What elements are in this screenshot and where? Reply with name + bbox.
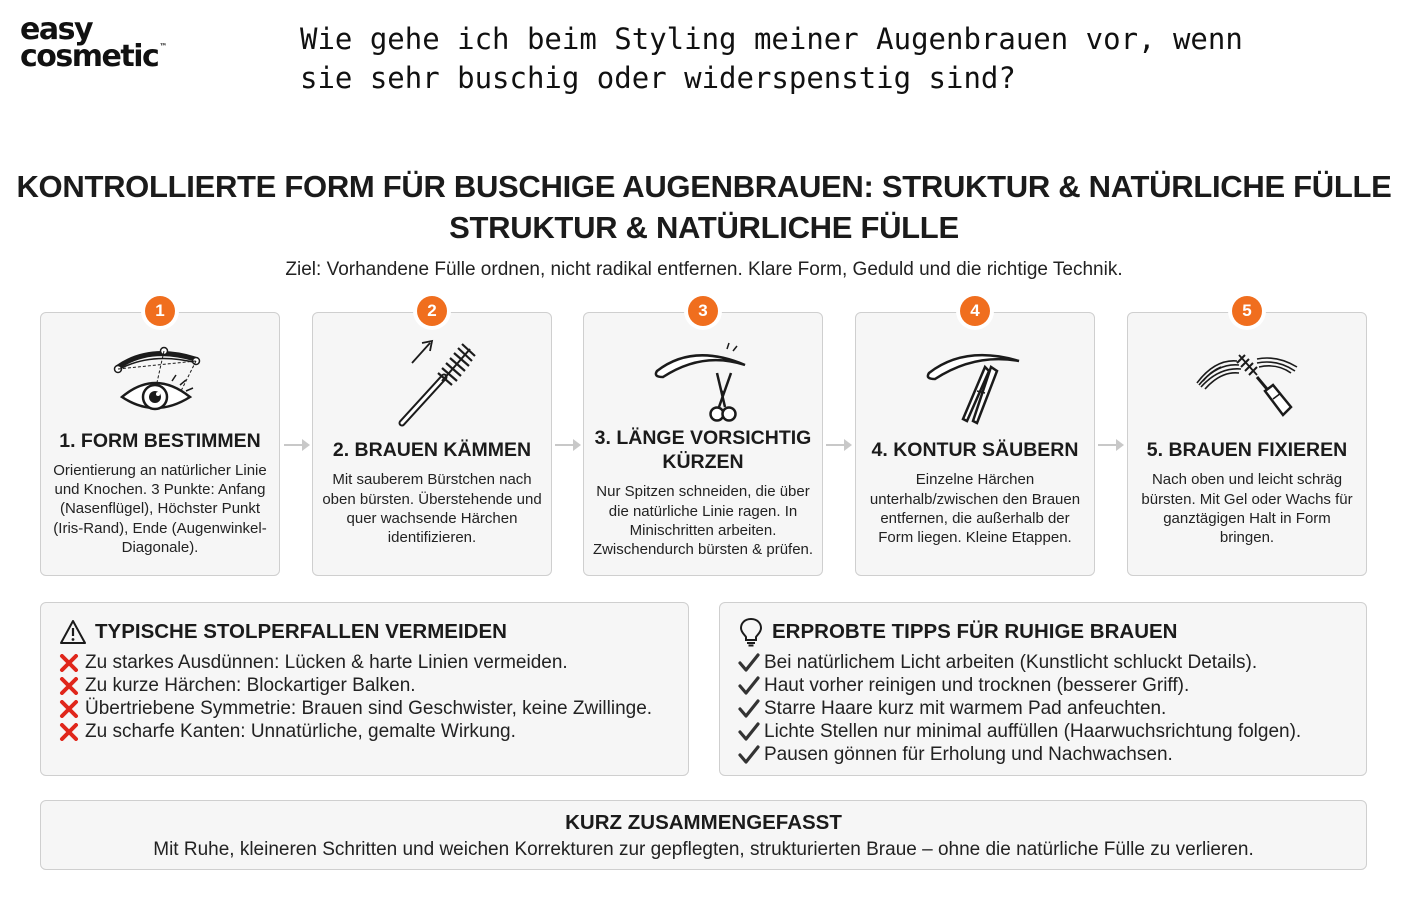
step-text: Nur Spitzen schneiden, die über die natürliche Linie ragen. In Minischritten arbeiten. Zwischendurch bürsten & prüfen. [592,483,814,559]
step-title: 5. BRAUEN FIXIEREN [1146,439,1348,462]
checkmark-icon [738,653,764,673]
step-body [49,423,271,563]
arrow-right-icon [1096,435,1126,455]
tweezers-icon [915,337,1035,427]
cross-icon [59,654,85,672]
step-body [1136,423,1358,563]
pitfalls-title: TYPISCHE STOLPERFALLEN VERMEIDEN [95,620,507,643]
tip-text: Haut vorher reinigen und trocknen (besserer Griff). [764,675,1190,696]
tip-text: Starre Haare kurz mit warmem Pad anfeuchten. [764,698,1167,719]
checkmark-icon [738,699,764,719]
step-number-badge: 5 [1232,296,1262,326]
pitfalls-list [59,651,670,743]
tip-text: Bei natürlichem Licht arbeiten (Kunstlicht schluckt Details). [764,652,1258,673]
brand-trademark: ™ [159,42,168,51]
step-number-badge: 1 [145,296,175,326]
brand-line-2-text: cosmetic [20,39,159,74]
list-item [59,697,670,720]
brand-logo [20,12,168,74]
pitfall-text: Zu kurze Härchen: Blockartiger Balken. [85,675,416,696]
step-card-2 [312,301,552,576]
step-title: 2. BRAUEN KÄMMEN [332,439,532,462]
step-text: Einzelne Härchen unterhalb/zwischen den Brauen entfernen, die außerhalb der Form liegen. Kleine Etappen. [869,471,1081,547]
goal-text: Ziel: Vorhandene Fülle ordnen, nicht radikal entfernen. Klare Form, Geduld und die richtige Technik. [285,259,1123,280]
summary-box [40,800,1367,870]
tip-text: Lichte Stellen nur minimal auffüllen (Haarwuchsrichtung folgen). [764,721,1302,742]
arrow-right-icon [824,435,854,455]
step-card-3 [583,301,823,576]
checkmark-icon [738,745,764,765]
pitfalls-panel [40,602,689,776]
brow-gel-icon [1187,337,1307,427]
brand-line-1: easy [20,12,93,47]
step-text: Orientierung an natürlicher Linie und Knochen. 3 Punkte: Anfang (Nasenflügel), Höchster Punkt (Iris-Rand), Ende (Augenwinkel-Diagonale). [53,461,267,556]
pitfall-text: Übertriebene Symmetrie: Brauen sind Geschwister, keine Zwillinge. [85,698,653,719]
list-item [738,651,1348,674]
step-body [864,423,1086,563]
summary-title: KURZ ZUSAMMENGEFASST [565,811,842,834]
scissors-icon [643,337,763,427]
spoolie-brush-icon [372,337,492,427]
checkmark-icon [738,676,764,696]
step-card-5 [1127,301,1367,576]
tips-title: ERPROBTE TIPPS FÜR RUHIGE BRAUEN [772,620,1178,643]
list-item [59,674,670,697]
warning-icon [59,619,87,645]
arrow-right-icon [282,435,312,455]
list-item [738,743,1348,766]
tips-list [738,651,1348,766]
summary-text: Mit Ruhe, kleineren Schritten und weichen Korrekturen zur gepflegten, strukturierten Braue – ohne die natürliche Fülle zu verlieren. [153,839,1254,860]
step-number-badge: 2 [417,296,447,326]
page-title [0,166,1408,248]
eyebrow-measure-icon [100,337,220,427]
step-card-1 [40,301,280,576]
step-text: Mit sauberem Bürstchen nach oben bürsten. Überstehende und quer wachsende Härchen identifizieren. [322,471,542,547]
pitfall-text: Zu scharfe Kanten: Unnatürliche, gemalte Wirkung. [85,721,516,742]
step-card-4 [855,301,1095,576]
tips-heading [738,617,1348,647]
step-body [592,423,814,563]
cross-icon [59,723,85,741]
list-item [738,720,1348,743]
step-title: 3. LÄNGE VORSICHTIG KÜRZEN [594,427,812,474]
list-item [59,651,670,674]
list-item [738,697,1348,720]
step-text: Nach oben und leicht schräg bürsten. Mit Gel oder Wachs für ganztägigen Halt in Form bringen. [1141,471,1353,547]
brand-line-2 [20,39,168,74]
step-number-badge: 4 [960,296,990,326]
step-title: 1. FORM BESTIMMEN [59,429,261,452]
cross-icon [59,677,85,695]
checkmark-icon [738,722,764,742]
page-title-line-1: KONTROLLIERTE FORM FÜR BUSCHIGE AUGENBRAUEN: STRUKTUR & NATÜRLICHE FÜLLE [16,169,1392,204]
pitfall-text: Zu starkes Ausdünnen: Lücken & harte Linien vermeiden. [85,652,568,673]
lightbulb-icon [738,617,764,647]
list-item [59,720,670,743]
page-title-line-2: STRUKTUR & NATÜRLICHE FÜLLE [449,210,959,245]
step-title: 4. KONTUR SÄUBERN [871,439,1079,462]
step-number-badge: 3 [688,296,718,326]
list-item [738,674,1348,697]
cross-icon [59,700,85,718]
question-heading: Wie gehe ich beim Styling meiner Augenbrauen vor, wenn sie sehr buschig oder widerspenstig sind? [300,22,1243,95]
arrow-right-icon [553,435,583,455]
pitfalls-heading [59,617,670,647]
step-body [321,423,543,563]
tip-text: Pausen gönnen für Erholung und Nachwachsen. [764,744,1173,765]
tips-panel [719,602,1367,776]
